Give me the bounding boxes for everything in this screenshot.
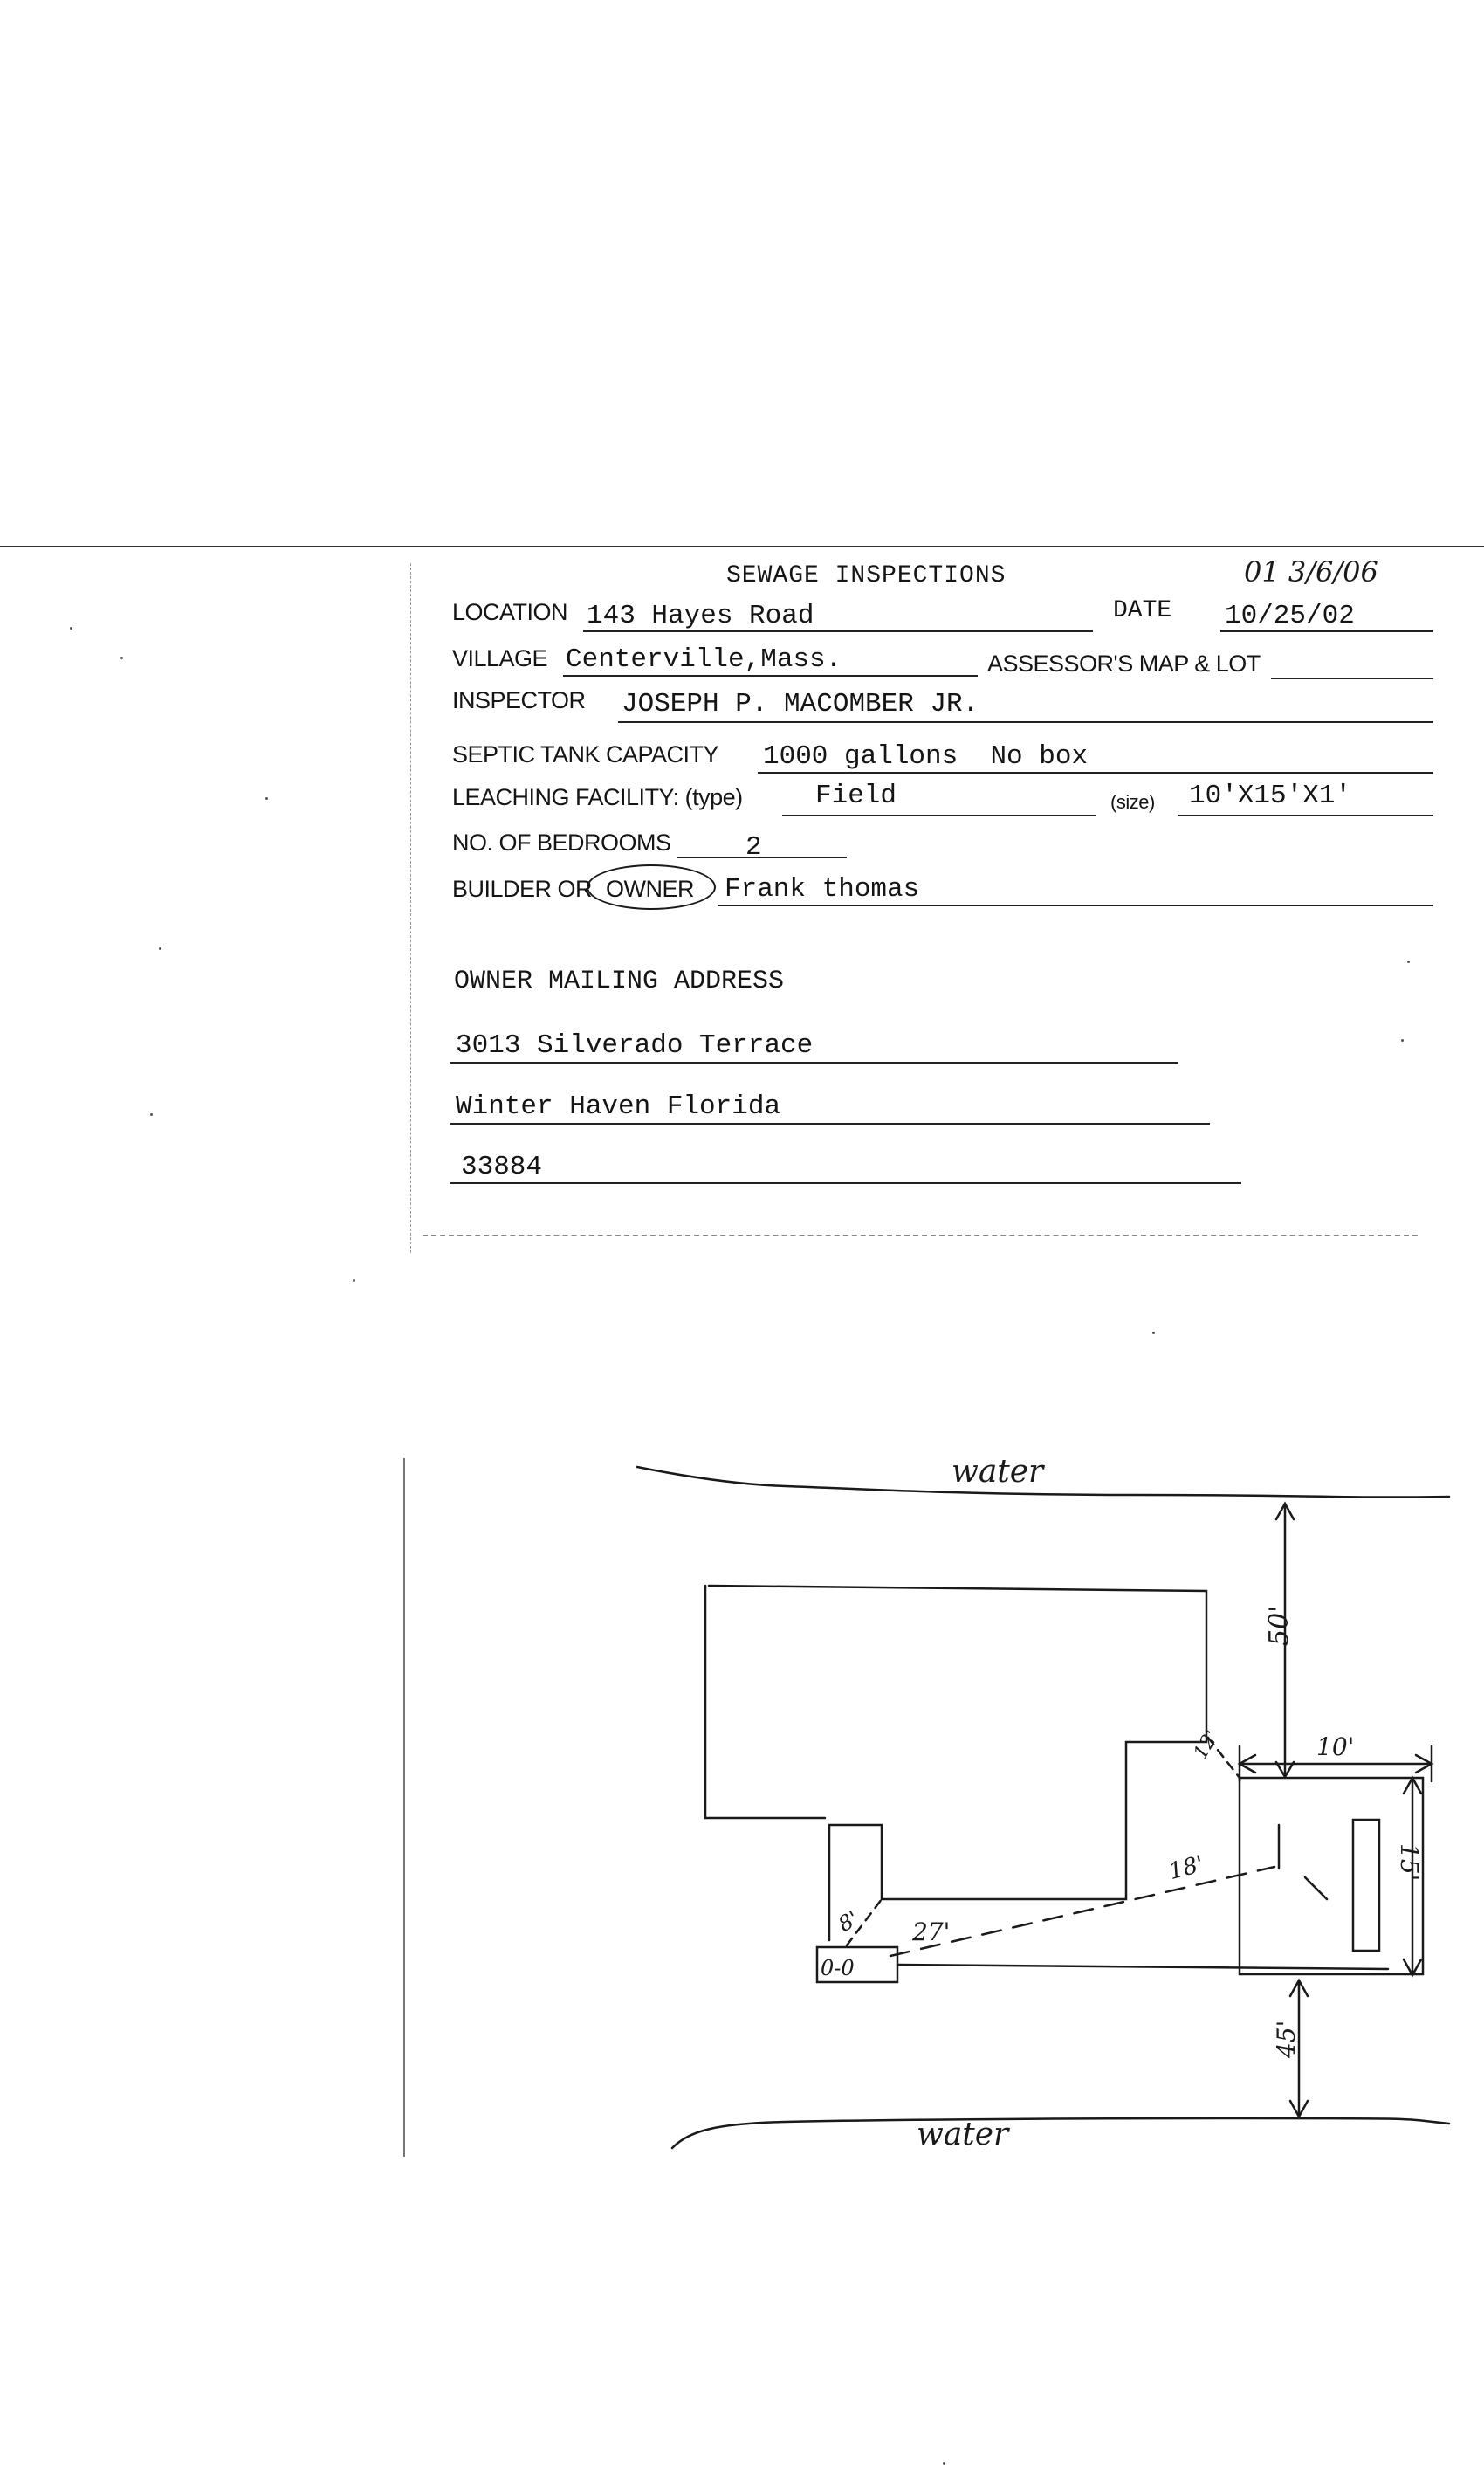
- scan-speck: [120, 657, 123, 659]
- leaching-field-inner: [1353, 1820, 1379, 1951]
- dim-8-label: 8': [834, 1905, 863, 1938]
- scan-speck: [265, 797, 268, 800]
- village-label: VILLAGE: [452, 645, 548, 671]
- scan-speck: [1401, 1039, 1404, 1042]
- water-label-bottom: water: [917, 2117, 1009, 2152]
- dim-15-label: 15': [1395, 1843, 1424, 1882]
- builder-label: BUILDER OR: [452, 876, 593, 902]
- water-label-top: water: [952, 1454, 1044, 1490]
- pipe-line: [897, 1965, 1388, 1969]
- size-label: (size): [1110, 791, 1155, 813]
- corner-note: 01 3/6/06: [1244, 555, 1378, 589]
- scan-speck: [1407, 961, 1410, 963]
- septic-label: SEPTIC TANK CAPACITY: [452, 741, 719, 768]
- inspector-value: JOSEPH P. MACOMBER JR.: [622, 689, 979, 720]
- builder-value: Frank thomas: [725, 874, 920, 905]
- dim-27-label: 27': [912, 1918, 951, 1946]
- dim-45-label: 45': [1272, 2020, 1301, 2058]
- form-title: SEWAGE INSPECTIONS: [726, 562, 1007, 589]
- address-line-3: 33884: [461, 1152, 543, 1182]
- scan-speck: [1152, 1332, 1155, 1334]
- leaching-label: LEACHING FACILITY: (type): [452, 784, 743, 810]
- inspector-label: INSPECTOR: [452, 687, 586, 713]
- mailing-address-label: OWNER MAILING ADDRESS: [454, 967, 785, 996]
- scan-speck: [70, 627, 72, 630]
- date-value: 10/25/02: [1225, 601, 1355, 631]
- builder-owner-word: OWNER: [606, 876, 694, 902]
- leaching-type: Field: [815, 781, 897, 811]
- bedrooms-label: NO. OF BEDROOMS: [452, 830, 671, 856]
- dim-18-label: 18': [1165, 1850, 1207, 1886]
- bedrooms-value: 2: [745, 832, 762, 863]
- location-label: LOCATION: [452, 599, 568, 625]
- location-value: 143 Hayes Road: [587, 601, 814, 631]
- septic-value: 1000 gallons No box: [763, 741, 1089, 772]
- tank-label: 0-0: [821, 1956, 855, 1980]
- dim-50-label: 50': [1264, 1605, 1295, 1646]
- scan-speck: [353, 1279, 355, 1282]
- address-line-2: Winter Haven Florida: [456, 1091, 781, 1122]
- house-outline: [705, 1586, 1206, 1940]
- village-value: Centerville,Mass.: [566, 644, 842, 675]
- dim-12-label: 12': [1189, 1726, 1224, 1764]
- assessor-label: ASSESSOR'S MAP & LOT: [987, 651, 1261, 677]
- scan-speck: [159, 947, 161, 950]
- dim-10-label: 10': [1316, 1732, 1355, 1761]
- date-label: DATE: [1113, 597, 1172, 624]
- water-line-bottom: [672, 2118, 1449, 2148]
- address-line-1: 3013 Silverado Terrace: [456, 1030, 814, 1061]
- scan-speck: [150, 1113, 153, 1116]
- size-value: 10'X15'X1': [1189, 781, 1352, 811]
